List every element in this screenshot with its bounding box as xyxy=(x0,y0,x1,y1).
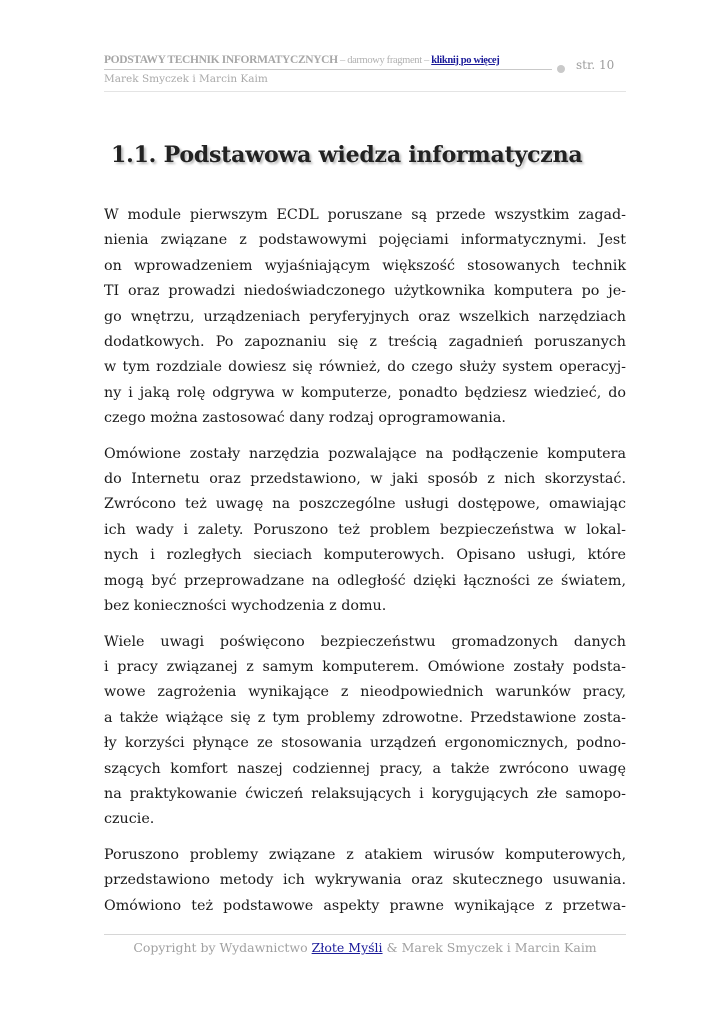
header-separator: – xyxy=(337,55,348,66)
text-line: ich wady i zalety. Poruszono też problem bezpieczeństwa w lokal- xyxy=(104,521,626,538)
paragraph xyxy=(104,442,626,620)
text-line: i pracy związanej z samym komputerem. Omówione zostały podsta- xyxy=(104,658,626,675)
more-link[interactable]: kliknij po więcej xyxy=(431,55,500,66)
running-header xyxy=(104,53,554,68)
text-line: mogą być przeprowadzane na odległość dzięki łączności ze światem, xyxy=(104,572,626,589)
header-authors: Marek Smyczek i Marcin Kaim xyxy=(104,73,268,85)
text-line: ny i jaką rolę odgrywa w komputerze, ponadto będziesz wiedzieć, do xyxy=(104,384,626,401)
text-line: W module pierwszym ECDL poruszane są przede wszystkim zagad- xyxy=(104,207,626,223)
text-line: na praktykowanie ćwiczeń relaksujących i korygujących złe samopo- xyxy=(104,785,626,802)
text-line: bez konieczności wychodzenia z domu. xyxy=(104,598,387,615)
paragraph xyxy=(104,203,626,432)
paragraph xyxy=(104,630,626,833)
text-line: czucie. xyxy=(104,811,155,828)
text-line: ły korzyści płynące ze stosowania urządzeń ergonomicznych, podno- xyxy=(104,735,626,752)
body-text xyxy=(104,203,626,929)
text-line: przedstawiono metody ich wykrywania oraz skutecznego usuwania. xyxy=(104,872,626,889)
text-line: Poruszono problemy związane z atakiem wirusów komputerowych, xyxy=(104,846,626,863)
copyright-footer xyxy=(104,940,626,955)
text-line: Omówione zostały narzędzia pozwalające na podłączenie komputera xyxy=(104,445,626,462)
footer-suffix: & Marek Smyczek i Marcin Kaim xyxy=(382,940,597,955)
text-line: go wnętrzu, urządzeniach peryferyjnych oraz wszelkich narzędziach xyxy=(104,308,626,325)
header-rule xyxy=(104,69,552,70)
text-line: Zwrócono też uwagę na poszczególne usługi dostępowe, omawiając xyxy=(104,496,626,513)
publisher-link[interactable]: Złote Myśli xyxy=(311,940,383,955)
text-line: dodatkowych. Po zapoznaniu się z treścią zagadnień poruszanych xyxy=(104,334,626,351)
footer-rule xyxy=(104,934,626,935)
header-bullet-icon xyxy=(557,65,565,73)
text-line: Omówiono też podstawowe aspekty prawne wynikające z przetwa- xyxy=(104,897,626,914)
header-underline xyxy=(104,91,626,92)
text-line: on wprowadzeniem wyjaśniającym większość stosowanych technik xyxy=(104,257,626,274)
footer-prefix: Copyright by Wydawnictwo xyxy=(133,940,312,955)
text-line: w tym rozdziale dowiesz się również, do czego służy system operacyj- xyxy=(104,359,626,376)
text-line: a także wiążące się z tym problemy zdrowotne. Przedstawione zosta- xyxy=(104,709,626,726)
text-line: do Internetu oraz przedstawiono, w jaki sposób z nich skorzystać. xyxy=(104,471,626,488)
text-line: Wiele uwagi poświęcono bezpieczeństwu gromadzonych danych xyxy=(104,633,626,650)
text-line: nienia związane z podstawowymi pojęciami informatycznymi. Jest xyxy=(104,232,626,249)
text-line: czego można zastosować dany rodzaj oprogramowania. xyxy=(104,410,506,427)
text-line: nych i rozległych sieciach komputerowych. Opisano usługi, które xyxy=(104,547,626,564)
page-number: str. 10 xyxy=(576,58,615,72)
text-line: TI oraz prowadzi niedoświadczonego użytkownika komputera po je- xyxy=(104,283,626,300)
text-line: szących komfort naszej codziennej pracy, a także zwrócono uwagę xyxy=(104,760,626,777)
fragment-note: darmowy fragment – xyxy=(347,55,432,66)
section-heading: 1.1. Podstawowa wiedza informatyczna xyxy=(111,142,583,168)
book-title: PODSTAWY TECHNIK INFORMATYCZNYCH xyxy=(104,54,338,66)
text-line: wowe zagrożenia wynikające z nieodpowiednich warunków pracy, xyxy=(104,684,626,701)
paragraph xyxy=(104,843,626,919)
